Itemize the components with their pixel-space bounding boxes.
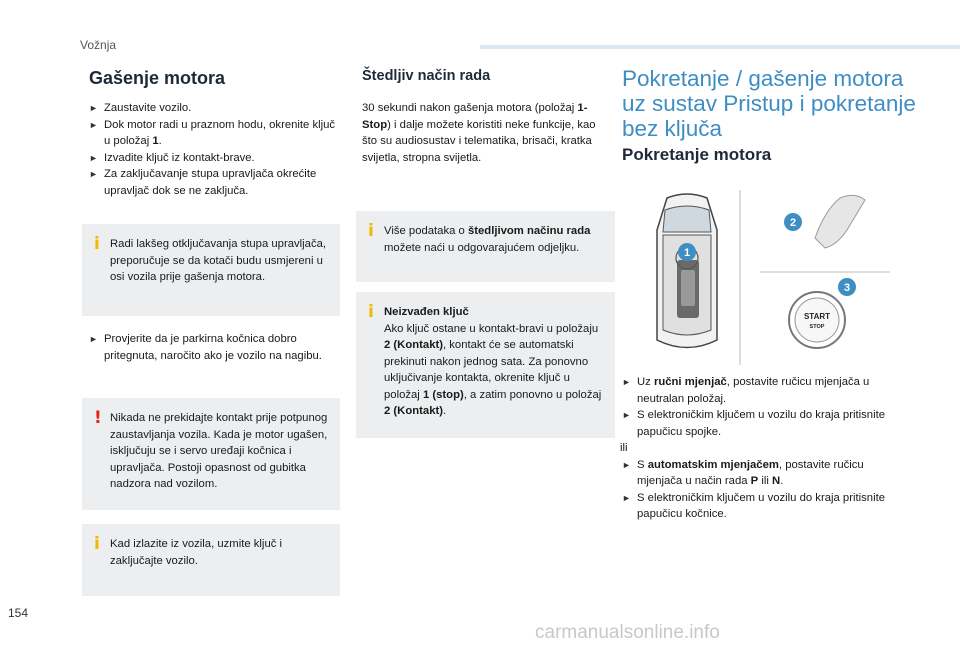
eco-mode-paragraph: 30 sekundi nakon gašenja motora (položaj 1-Stop) i dalje možete koristiti neke funkcije, kao što su audiosustav i telematika, brisači, kratka svijetla, stropna svijetla. <box>362 102 596 164</box>
info-box-steering: i Radi lakšeg otključavanja stupa upravljača, preporučuje se da kotači budu usmjereni u osi vozila prije gašenja motora. <box>82 224 340 316</box>
callout-2-icon <box>784 213 802 231</box>
steps-start-engine <box>622 374 887 523</box>
section-label: Vožnja <box>80 38 117 52</box>
pedal-icon <box>815 195 865 248</box>
title-keyless: Pokretanje / gašenje motora uz sustav Pristup i pokretanje bez ključa <box>622 66 916 141</box>
svg-text:START: START <box>803 312 831 321</box>
list-item: ► S automatskim mjenjačem, postavite ručicu mjenjača u način rada P ili N. <box>622 457 887 490</box>
warning-box: ! Nikada ne prekidajte kontakt prije potpunog zaustavljanja vozila. Kada je motor ugašen, isključuju se i servo uređaji kočnica i upravljača. Postoji opasnost od gubitka nadzora nad vozilom. <box>82 398 340 510</box>
callout-3-icon <box>838 278 856 296</box>
title-engine-off: Gašenje motora <box>89 68 226 88</box>
info-box-key-left: i Neizvađen ključ Ako ključ ostane u kontakt-bravi u položaju 2 (Kontakt), kontakt će se automatski prekinuti nakon jednog sata. Za ponovno uključivanje kontakta, okrenite ključ u položaj 1 (stop), a zatim ponovno u položaj 2 (Kontakt). <box>356 292 615 438</box>
info-box-key: i Kad izlazite iz vozila, uzmite ključ i zaključajte vozilo. <box>82 524 340 596</box>
watermark: carmanualsonline.info <box>535 622 720 643</box>
page-number: 154 <box>8 606 29 620</box>
list-item: ► Za zaključavanje stupa upravljača okrećite upravljač dok se ne zaključa. <box>89 166 339 199</box>
info-icon: i <box>94 234 100 254</box>
svg-text:STOP: STOP <box>809 324 825 330</box>
list-item: ► Izvadite ključ iz kontakt-brave. <box>89 150 339 167</box>
arrow-icon: ► <box>89 119 98 130</box>
info-icon: i <box>368 221 374 241</box>
list-item: ► S elektroničkim ključem u vozilu do kraja pritisnite papučicu kočnice. <box>622 490 887 523</box>
info-icon: i <box>94 534 100 554</box>
header-rule <box>480 45 960 49</box>
info-icon: i <box>368 302 374 322</box>
svg-text:3: 3 <box>843 282 851 294</box>
title-eco-mode: Štedljiv način rada <box>362 68 491 84</box>
list-item: ► Dok motor radi u praznom hodu, okrenite ključ u položaj 1. <box>89 117 339 150</box>
step-parking-brake: ► Provjerite da je parkirna kočnica dobro pritegnuta, naročito ako je vozilo na nagibu. <box>89 331 344 364</box>
svg-text:2: 2 <box>789 217 797 229</box>
start-stop-button-icon <box>789 292 845 348</box>
arrow-icon: ► <box>622 410 631 420</box>
title-start-engine: Pokretanje motora <box>622 145 772 164</box>
arrow-icon: ► <box>89 169 98 179</box>
list-item: ► S elektroničkim ključem u vozilu do kraja pritisnite papučicu spojke. <box>622 407 887 440</box>
keyless-start-illustration <box>625 190 890 365</box>
info-box-eco: i Više podataka o štedljivom načinu rada možete naći u odgovarajućem odjeljku. <box>356 211 615 282</box>
list-item: ► Zaustavite vozilo. <box>89 100 339 117</box>
callout-1-icon <box>678 243 696 261</box>
arrow-icon: ► <box>89 334 98 344</box>
or-label: ili <box>620 442 628 454</box>
list-item: ► Uz ručni mjenjač, postavite ručicu mjenjača u neutralan položaj. <box>622 374 887 407</box>
arrow-icon: ► <box>89 152 98 163</box>
car-top-view-icon <box>657 194 717 348</box>
warning-icon: ! <box>94 408 102 428</box>
arrow-icon: ► <box>89 103 98 113</box>
arrow-icon: ► <box>622 377 631 387</box>
svg-text:1: 1 <box>683 247 691 259</box>
steps-engine-off <box>89 100 339 199</box>
arrow-icon: ► <box>622 492 631 503</box>
arrow-icon: ► <box>622 459 631 470</box>
